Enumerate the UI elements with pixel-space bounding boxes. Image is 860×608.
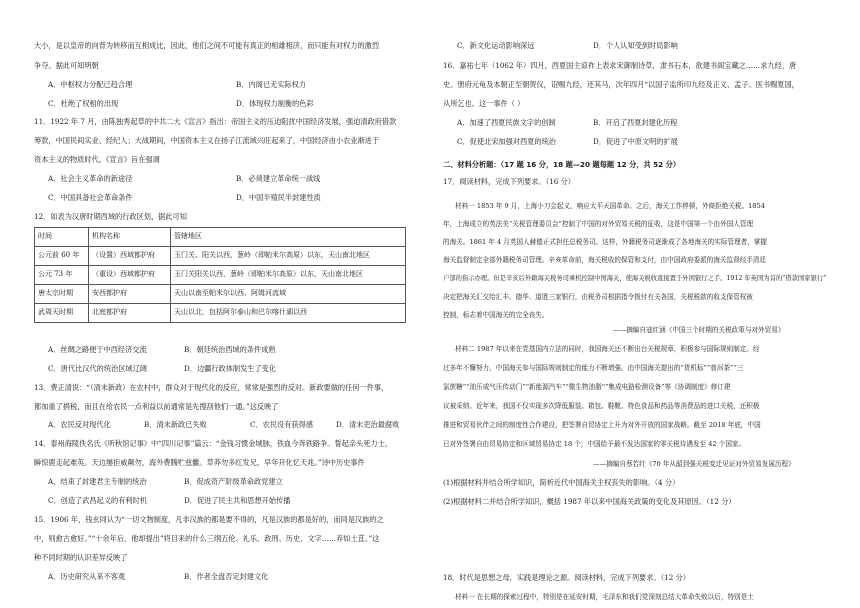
q16-stem-1: 16．嘉祐七年（1062 年）四月，西夏国主谅祚上表求宋御制诗草，隶书石本，欲建书阁宝藏之……求九经、唐 — [443, 61, 797, 70]
material-line: 控制，标志着中国海关的完全丧失。 — [443, 311, 549, 319]
q11-option-b: B．必须建立革命统一战线 — [236, 174, 321, 183]
table-cell: 玉门关阳关以西，葱岭（即帕米尔高原）以东，天山南北地区 — [171, 266, 406, 285]
q14-stem-2: 瞬惊鹿走起难英。天边屡拒威颠勿，海外费腾贮兹雠。草莽勿多红发兄，早年开化忆天兆。”诗中历史事件 — [34, 458, 365, 467]
q10-option-a: A．中枢权力分配已趋合理 — [48, 80, 133, 89]
q13-stem-1: 13．费正清说：“（清末新政）在农村中，群众对于现代化的反应，常常是强烈的反对。新政要做的任何一件事， — [34, 383, 389, 392]
q13-stem-2: 都加重了捐税，而且在给农民一点利益以前通常是先搜刮他们一通。”这反映了 — [34, 402, 279, 411]
q16-option-a: A．加速了西夏民族文字的创制 — [457, 118, 556, 127]
material-line: 氯蔗糖”“油压或气压传动门”“新能源汽车”“微生物油脂”“集成电路检测设备”等《协调制度》修订建 — [443, 383, 731, 391]
intro-line-1: 大小，是以皇帝的向背为转移而互相成比，因此，他们之间不可能有真正的相雄相济，而只能有对权力的激烈 — [34, 41, 380, 50]
table-row — [35, 266, 406, 285]
material-2-source: ——摘编自蔡若红《70 年从韶到强关税变迁见证对外贸易发展历程》 — [593, 460, 795, 468]
section-heading: 二、材料分析题：（17 题 16 分，18 题—20 题每题 12 分，共 52 分） — [443, 160, 681, 169]
table-cell: 安西都护府 — [89, 285, 171, 304]
table-cell: （重设）西域都护府 — [89, 266, 171, 285]
material-line: 已对外签署自由贸易协定和区域贸易协定 18 个，中国给予最不发达国家的零关税待遇发至 42 个国家。 — [443, 440, 746, 448]
material-line: 海关监督制定全部外籍税务司管理。辛亥革命前，海关税收的保管和支付，由中国政府委派的海关监督经手清廷 — [443, 256, 767, 264]
q12-option-d: D．边疆行政体制发生了变化 — [184, 364, 277, 373]
table-cell: 公元前 60 年 — [35, 247, 89, 266]
q12-option-a: A．丝绸之路便于中西经济交流 — [48, 345, 147, 354]
q12-option-c: C．唐代比汉代的统治区域辽阔 — [48, 364, 147, 373]
q14-stem-1: 14．泰州海陵佚名氏《听秋馆记事》中“四川记事”篇云：“金钱习惯金城脉，铁血今奔铁路争。誓起亲头死力士， — [34, 439, 392, 448]
q17-stem: 17．阅读材料，完成下列要求。（16 分） — [443, 177, 575, 186]
material-line: 过多年不懈努力，中国海关参与国际规则制定的能力不断增强。由中国海关提出的“货机标”“普洱茶”“三 — [443, 364, 744, 372]
table-header-row — [35, 228, 406, 247]
table-row — [35, 247, 406, 266]
table-header: 机构名称 — [89, 228, 171, 247]
q17-requirement-1: (1)根据材料并结合所学知识，简析近代中国海关主权丧失的影响。（4 分） — [443, 478, 680, 487]
table-cell: 唐太宗时期 — [35, 285, 89, 304]
table-cell: （设置）西域都护府 — [89, 247, 171, 266]
q15-option-c: C．新文化运动影响深远 — [457, 41, 535, 50]
q15-stem-2: 中，则愈古愈好。”“十余年后，他却提出”将目来的什么三纲五伦、礼乐、政刑、历史、文字……弃如土苴。”这 — [34, 534, 380, 543]
region-table — [34, 227, 406, 323]
material-line: 决定把海关汇交给汇丰、德华、道胜三家银行，由税务司根据指令拨付有关各国，关税税款的收支保管权被 — [443, 293, 753, 301]
q13-option-d: D．清末吏治最腐败 — [336, 420, 400, 429]
table-cell: 天山以北，包括阿尔泰山和巴尔喀什湖以西 — [171, 304, 406, 323]
table-cell: 公元 73 年 — [35, 266, 89, 285]
q16-stem-3: 从所乞也。这一事件（ ） — [443, 99, 525, 108]
table-cell: 玉门关、阳关以西，葱岭（即帕米尔高原）以东，天山南北地区 — [171, 247, 406, 266]
q14-option-b: B．促成资产阶级革命政党建立 — [184, 477, 283, 486]
table-cell: 北庭都护府 — [89, 304, 171, 323]
table-row — [35, 304, 406, 323]
q15-stem-3: 种不同时期的认识差异反映了 — [34, 553, 128, 562]
table-header: 时间 — [35, 228, 89, 247]
q13-option-c: C．农民没有获得感 — [250, 420, 314, 429]
material-line: 材料二 1987 年以来在党基国内立法的同时，我国海关还不断出台关税规章，积极参与国际规则制定。经 — [455, 345, 760, 353]
table-header: 管辖地区 — [171, 228, 406, 247]
q16-option-b: B．开启了西夏封建化历程 — [593, 118, 678, 127]
q12-option-b: B．朝廷统治西域的条件成熟 — [184, 345, 276, 354]
table-cell: 天山以南至帕米尔以西、阿姆河流域 — [171, 285, 406, 304]
q14-option-a: A．结束了封建君主专制的统治 — [48, 477, 147, 486]
q11-stem-3: 资本主义的物质时代。《宣言》旨在强调 — [34, 155, 160, 164]
q10-option-d: D．体现权力制衡的色彩 — [236, 99, 314, 108]
q11-stem-2: 筹款，中国民间实业、经纪人；大战期间，中国资本主义在扬子江流域兴旺起来了，中国经济由小农业渐进于 — [34, 136, 380, 145]
q18-material-1: 材料一 在长期的探索过程中，特别是在延安时期，毛泽东和我们党深刻总结大革命失败以后，特别是土 — [455, 593, 754, 601]
q15-option-b: B．作者全盘否定封建文化 — [184, 572, 269, 581]
q17-requirement-2: (2)根据材料二并结合所学知识，概括 1987 年以来中国海关政策的变化及其原因。（12 分） — [443, 497, 736, 506]
q15-option-d: D．个人认知受到时局影响 — [593, 41, 678, 50]
intro-line-2: 争夺。据此可知明朝 — [34, 61, 99, 70]
q18-stem: 18．时代是思想之母，实践是理论之源。阅读材料，完成下列要求。（12 分） — [443, 573, 690, 582]
q14-option-c: C．创造了武昌起义的有利时机 — [48, 496, 147, 505]
table-row — [35, 285, 406, 304]
q11-option-c: C．中国具备社会革命条件 — [48, 193, 133, 202]
material-1-source: ——摘编自寇红涵《中国三个时期的关税政策与对外贸易》 — [613, 326, 785, 334]
material-line: 户部的指示办理。但是辛亥后外籍海关税务司乘机控制中国海关，使海关税收直接置于外国银行之手。1912 年英国为首的“借款国家银行” — [443, 275, 827, 282]
material-line: 的海关。1861 年 4 月英国人赫德正式担任总税务司。这样，外籍税务司逐渐成了各地海关的实际管理者，掌握 — [443, 238, 767, 246]
table-cell: 武周天时期 — [35, 304, 89, 323]
q14-option-d: D．促进了民主共和思想开始传播 — [184, 496, 291, 505]
q16-stem-2: 史、册府元龟及本朝正至朝贺仪，诏赐九经，还其马，次年四月“以国子监所印九经及正义、孟子、医书赐夏国， — [443, 80, 799, 89]
q13-option-b: B．清末新政已失败 — [144, 420, 207, 429]
q11-option-a: A．社会主义革命的新途径 — [48, 174, 133, 183]
material-line: 年，上海成立的英法美“关税管理委员会”控制了中国的对外贸易关税的征收，这是中国第一个由外国人管理 — [443, 220, 754, 228]
q12-stem: 12．如表为汉唐时期西域的行政区划，据此可知 — [34, 212, 187, 221]
q10-option-c: C．杜绝了权相的出现 — [48, 99, 119, 108]
q11-stem-1: 11．1922 年 7 月，由陈独秀起草的中共二大《宣言》指出：帝国主义的压迫阻扰中国经济发展，强迫清政府借款 — [34, 117, 397, 126]
material-line: 材料一 1853 年 9 月，上海小刀会起义，响应太平天国革命。之后，海关工作停顿，外商拒绝关税。1854 — [455, 202, 765, 210]
q16-option-c: C．促使北宋加强对西夏的统治 — [457, 137, 556, 146]
q13-option-a: A．农民反对现代化 — [48, 420, 111, 429]
q10-option-b: B．内阁已无实际权力 — [236, 80, 306, 89]
q16-option-d: D．促进了中原文明的扩展 — [593, 137, 678, 146]
q15-option-a: A．历史研究从来不客观 — [48, 572, 126, 581]
material-line: 推进和贸易伙伴之间的制度性合作建设，把签署自贸协定上升为对外开放的国家战略。截至 2018 年底，中国 — [443, 421, 761, 429]
material-line: 议被采纳。近年来，我国不仅实现多次降低服装、箱包、鞋靴、特色食品和药品等消费品的进口关税，还积极 — [443, 402, 760, 410]
q11-option-d: D．中国半殖民半封建性质 — [236, 193, 321, 202]
q15-stem-1: 15．1906 年，钱玄同认为“一切文物制度，凡非汉族的都是要不得的，凡是汉族的都是好的，而同是汉族的之 — [34, 515, 384, 524]
